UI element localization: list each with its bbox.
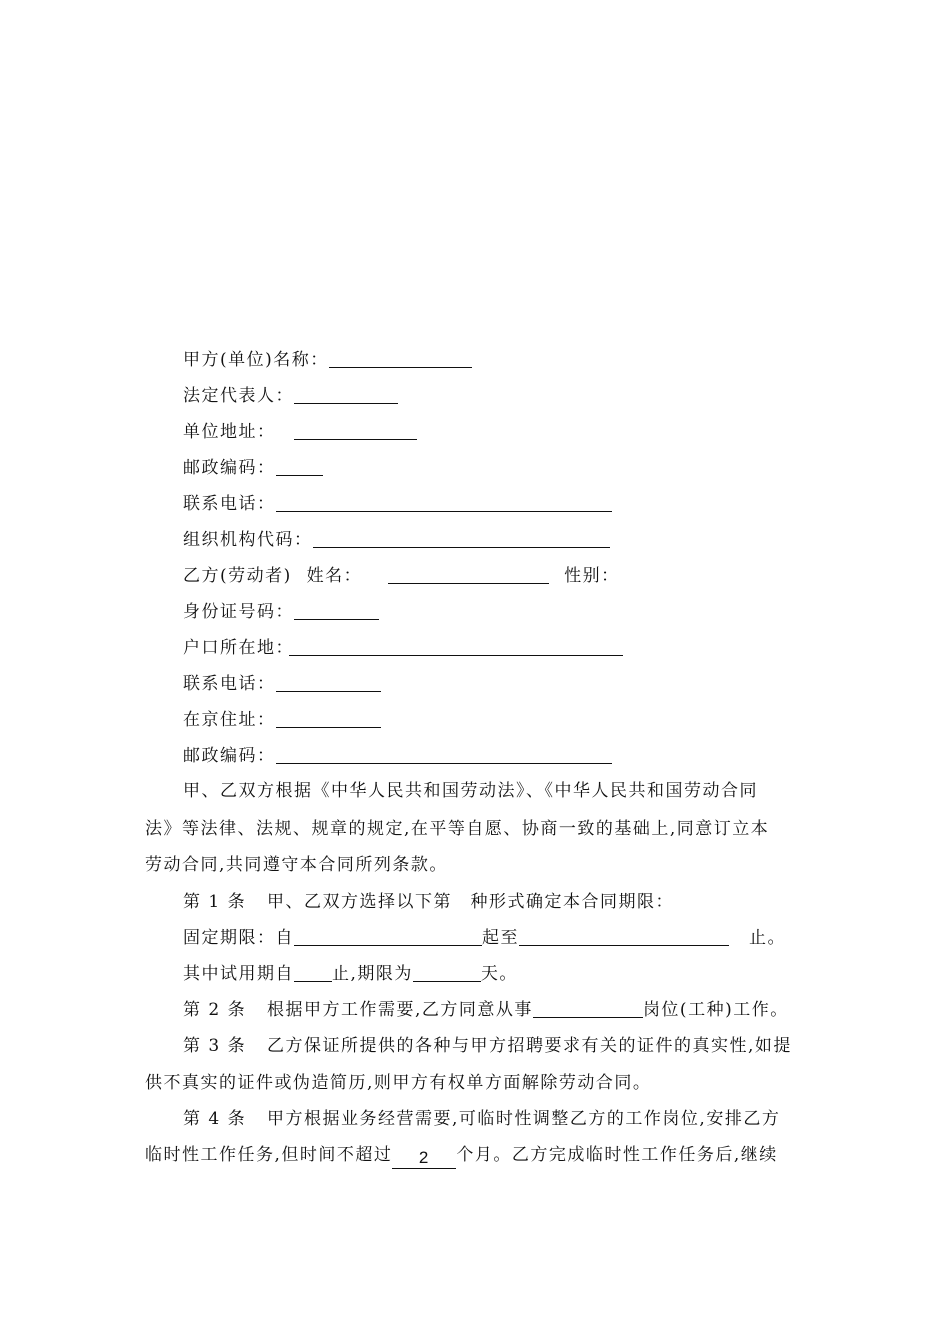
probation-start-blank[interactable] — [294, 963, 332, 982]
article-1-text: 甲、乙双方选择以下第 种形式确定本合同期限： — [267, 892, 675, 912]
party-b-phone-label: 联系电话： — [183, 674, 276, 694]
article-4-line-1: 甲方根据业务经营需要,可临时性调整乙方的工作岗位,安排乙方 — [267, 1109, 781, 1129]
article-3-label: 第 3 条 — [183, 1036, 247, 1056]
party-a-address-blank[interactable] — [294, 421, 417, 440]
legal-rep-label: 法定代表人： — [183, 386, 294, 406]
article-4-line-2a: 临时性工作任务,但时间不超过 — [145, 1145, 393, 1165]
party-b-phone-blank[interactable] — [276, 673, 381, 692]
hukou-label: 户口所在地： — [183, 638, 294, 658]
article-2-text-b: 岗位(工种)工作。 — [642, 1000, 789, 1020]
article-4-line-2 — [145, 1143, 807, 1169]
party-b-gender-label: 性别： — [564, 566, 620, 586]
preamble-line-2: 法》等法律、法规、规章的规定,在平等自愿、协商一致的基础上,同意订立本 — [145, 819, 770, 839]
party-b-name-blank[interactable] — [388, 565, 549, 584]
party-a-postcode-blank[interactable] — [276, 457, 323, 476]
fixed-term-row — [183, 926, 786, 950]
party-b-prefix: 乙方(劳动者) — [183, 566, 292, 586]
legal-rep-blank[interactable] — [294, 385, 398, 404]
party-b-phone-row — [183, 672, 381, 696]
article-3-row — [183, 1034, 792, 1058]
beijing-address-blank[interactable] — [276, 709, 381, 728]
fixed-term-prefix: 固定期限：自 — [183, 928, 294, 948]
months-value[interactable]: 2 — [392, 1148, 456, 1169]
beijing-address-row — [183, 708, 381, 732]
preamble-line-1: 甲、乙双方根据《中华人民共和国劳动法》、《中华人民共和国劳动合同 — [183, 781, 758, 801]
party-a-phone-label: 联系电话： — [183, 494, 276, 514]
article-2-label: 第 2 条 — [183, 1000, 247, 1020]
org-code-label: 组织机构代码： — [183, 530, 313, 550]
party-b-name-row — [183, 564, 620, 588]
party-b-name-label: 姓名： — [306, 566, 363, 586]
fixed-term-mid: 起至 — [482, 928, 519, 948]
probation-prefix: 其中试用期自 — [183, 964, 294, 984]
party-a-address-label: 单位地址： — [183, 422, 276, 442]
party-a-postcode-row — [183, 456, 323, 480]
probation-row — [183, 962, 518, 986]
party-a-postcode-label: 邮政编码： — [183, 458, 276, 478]
beijing-address-label: 在京住址： — [183, 710, 276, 730]
party-a-name-row — [183, 348, 472, 372]
probation-days-blank[interactable] — [413, 963, 481, 982]
article-3-line-2: 供不真实的证件或伪造简历,则甲方有权单方面解除劳动合同。 — [145, 1073, 652, 1093]
probation-end: 天。 — [480, 964, 518, 984]
org-code-blank[interactable] — [313, 529, 610, 548]
article-4-label: 第 4 条 — [183, 1109, 247, 1129]
party-a-phone-row — [183, 492, 612, 516]
id-number-row — [183, 600, 379, 624]
party-a-name-blank[interactable] — [329, 349, 472, 368]
article-4-row — [183, 1107, 780, 1131]
fixed-term-end: 止。 — [749, 928, 786, 948]
article-1-label: 第 1 条 — [183, 892, 247, 912]
article-4-line-2b: 个月。乙方完成临时性工作任务后,继续 — [456, 1145, 778, 1165]
article-3-line-1: 乙方保证所提供的各种与甲方招聘要求有关的证件的真实性,如提 — [267, 1036, 792, 1056]
hukou-blank[interactable] — [289, 637, 623, 656]
party-b-postcode-blank[interactable] — [276, 745, 612, 764]
fixed-term-start-blank[interactable] — [294, 927, 482, 946]
hukou-row — [183, 636, 623, 660]
article-1-row — [183, 890, 674, 914]
party-a-phone-blank[interactable] — [276, 493, 612, 512]
article-2-text-a: 根据甲方工作需要,乙方同意从事 — [267, 1000, 533, 1020]
probation-mid: 止,期限为 — [332, 964, 413, 984]
id-number-label: 身份证号码： — [183, 602, 294, 622]
party-a-address-row — [183, 420, 417, 444]
party-b-postcode-row — [183, 744, 612, 768]
fixed-term-end-blank[interactable] — [519, 927, 729, 946]
preamble-line-3: 劳动合同,共同遵守本合同所列条款。 — [145, 855, 448, 875]
party-b-postcode-label: 邮政编码： — [183, 746, 276, 766]
id-number-blank[interactable] — [294, 601, 379, 620]
party-a-name-label: 甲方(单位)名称： — [183, 350, 329, 370]
position-blank[interactable] — [533, 999, 643, 1018]
org-code-row — [183, 528, 610, 552]
article-2-row — [183, 998, 789, 1022]
legal-rep-row — [183, 384, 398, 408]
